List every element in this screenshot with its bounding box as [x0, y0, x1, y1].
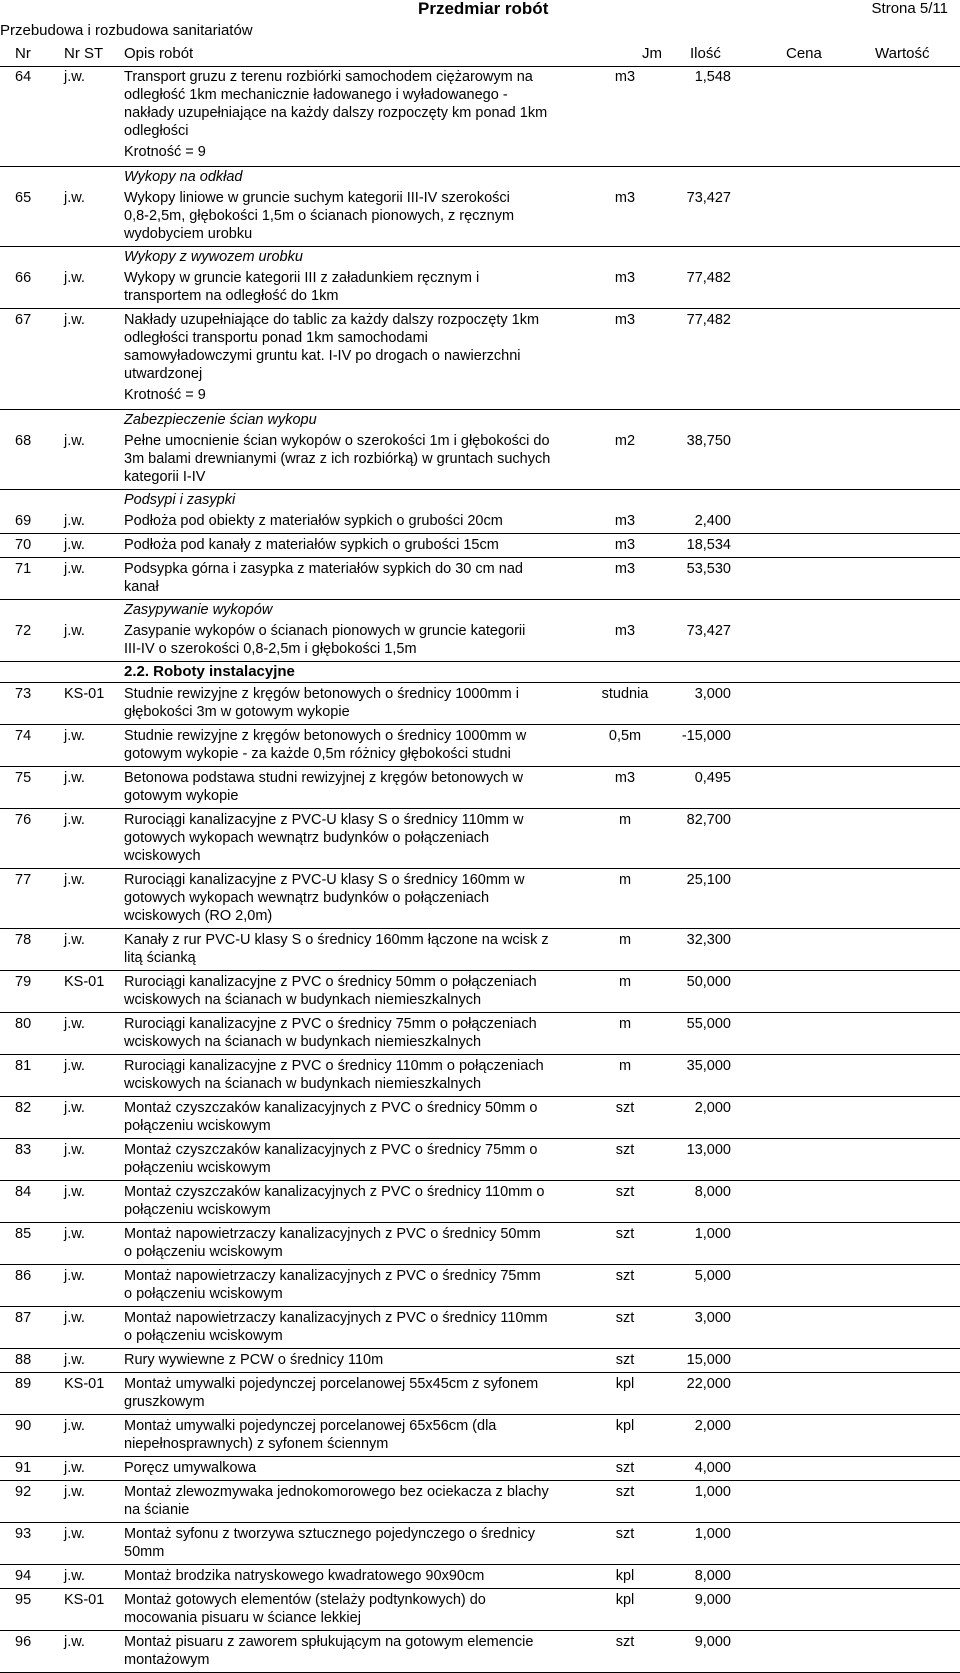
item-unit: szt — [615, 1310, 635, 1326]
item-number: 93 — [15, 1526, 32, 1542]
item-quantity: 73,427 — [686, 190, 731, 206]
description-line: nakłady uzupełniające na każdy dalszy rozpoczęty km ponad 1km — [124, 105, 548, 121]
description-line: gotowym wykopie - za każde 0,5m różnicy głębokości studni — [124, 746, 511, 762]
item-unit: m2 — [614, 433, 636, 449]
description-line: Rurociągi kanalizacyjne z PVC o średnicy 110mm o połączeniach — [124, 1058, 544, 1074]
description-line: kanał — [124, 579, 159, 595]
description-line: Montaż brodzika natryskowego kwadratowego 90x90cm — [124, 1568, 485, 1584]
item-description — [124, 189, 594, 243]
item-spec-ref: j.w. — [64, 190, 85, 206]
item-number: 65 — [15, 190, 32, 206]
table-row — [0, 1589, 960, 1631]
description-line: kategorii I-IV — [124, 469, 206, 485]
item-spec-ref: j.w. — [64, 1484, 85, 1500]
description-line: gruszkowym — [124, 1394, 205, 1410]
item-description — [124, 1309, 594, 1345]
item-quantity: 1,000 — [694, 1526, 731, 1542]
description-line: Montaż napowietrzaczy kanalizacyjnych z PVC o średnicy 50mm — [124, 1226, 541, 1242]
table-row — [0, 1097, 960, 1139]
item-spec-ref: j.w. — [64, 433, 85, 449]
description-line: Podłoża pod kanały z materiałów sypkich o grubości 15cm — [124, 537, 499, 553]
description-line: na ścianie — [124, 1502, 190, 1518]
multiplier-note: Krotność = 9 — [124, 387, 206, 403]
item-unit: m — [618, 932, 632, 948]
description-line: Zasypanie wykopów o ścianach pionowych w gruncie kategorii — [124, 623, 526, 639]
item-description — [124, 1057, 594, 1093]
item-quantity: 9,000 — [694, 1634, 731, 1650]
description-line: samowyładowczymi gruntu kat. I-IV po drogach o nawierzchni — [124, 348, 521, 364]
table-row — [0, 929, 960, 971]
item-spec-ref: j.w. — [64, 312, 85, 328]
item-unit: m3 — [614, 190, 636, 206]
item-unit: szt — [615, 1352, 635, 1368]
item-unit: szt — [615, 1142, 635, 1158]
table-row — [0, 1481, 960, 1523]
description-line: utwardzonej — [124, 366, 203, 382]
description-line: Wykopy w gruncie kategorii III z załadunkiem ręcznym i — [124, 270, 480, 286]
item-unit: kpl — [615, 1592, 635, 1608]
description-line: odległość 1km mechanicznie ładowanego i wyładowanego - — [124, 87, 508, 103]
item-description — [124, 1417, 594, 1453]
description-line: wciskowych — [124, 848, 201, 864]
description-line: litą ścianką — [124, 950, 196, 966]
item-unit: kpl — [615, 1376, 635, 1392]
item-number: 66 — [15, 270, 32, 286]
description-line: Montaż napowietrzaczy kanalizacyjnych z PVC o średnicy 75mm — [124, 1268, 541, 1284]
description-line: Montaż czyszczaków kanalizacyjnych z PVC o średnicy 110mm o — [124, 1184, 545, 1200]
description-line: połączeniu wciskowym — [124, 1202, 271, 1218]
item-quantity: 38,750 — [686, 433, 731, 449]
description-line: niepełnosprawnych) z syfonem ściennym — [124, 1436, 389, 1452]
description-line: Podłoża pod obiekty z materiałów sypkich o grubości 20cm — [124, 513, 503, 529]
description-line: Rury wywiewne z PCW o średnicy 110m — [124, 1352, 384, 1368]
item-unit: m — [618, 974, 632, 990]
item-quantity: 50,000 — [686, 974, 731, 990]
cost-table-body — [0, 66, 960, 1673]
item-unit: kpl — [615, 1418, 635, 1434]
page-header — [0, 0, 960, 44]
item-quantity: 1,000 — [694, 1226, 731, 1242]
item-description — [124, 68, 594, 140]
item-spec-ref: j.w. — [64, 1352, 85, 1368]
description-line: Transport gruzu z terenu rozbiórki samochodem ciężarowym na — [124, 69, 533, 85]
table-row — [0, 187, 960, 247]
section-row — [0, 662, 960, 683]
item-number: 95 — [15, 1592, 32, 1608]
description-line: odległości transportu ponad 1km samochodami — [124, 330, 428, 346]
item-spec-ref: j.w. — [64, 1226, 85, 1242]
description-line: Montaż gotowych elementów (stelaży podtynkowych) do — [124, 1592, 486, 1608]
item-spec-ref: j.w. — [64, 1016, 85, 1032]
item-spec-ref: j.w. — [64, 537, 85, 553]
item-number: 68 — [15, 433, 32, 449]
item-unit: szt — [615, 1226, 635, 1242]
item-description — [124, 1141, 594, 1177]
item-spec-ref: j.w. — [64, 561, 85, 577]
description-line: głębokości 3m w gotowym wykopie — [124, 704, 350, 720]
item-unit: szt — [615, 1526, 635, 1542]
table-row — [0, 1631, 960, 1673]
item-number: 67 — [15, 312, 32, 328]
item-unit: m3 — [614, 312, 636, 328]
item-description — [124, 1267, 594, 1303]
description-line: Montaż czyszczaków kanalizacyjnych z PVC o średnicy 50mm o — [124, 1100, 538, 1116]
item-number: 91 — [15, 1460, 32, 1476]
item-unit: m3 — [614, 561, 636, 577]
item-number: 73 — [15, 686, 32, 702]
item-spec-ref: j.w. — [64, 1100, 85, 1116]
item-quantity: -15,000 — [681, 728, 731, 744]
item-unit: szt — [615, 1634, 635, 1650]
item-number: 72 — [15, 623, 32, 639]
item-number: 90 — [15, 1418, 32, 1434]
item-unit: m3 — [614, 513, 636, 529]
item-quantity: 4,000 — [694, 1460, 731, 1476]
item-number: 84 — [15, 1184, 32, 1200]
item-number: 69 — [15, 513, 32, 529]
description-line: połączeniu wciskowym — [124, 1160, 271, 1176]
col-value: Wartość — [875, 45, 930, 62]
table-row — [0, 869, 960, 929]
table-row — [0, 1415, 960, 1457]
description-line: Montaż pisuaru z zaworem spłukującym na gotowym elemencie — [124, 1634, 534, 1650]
item-description — [124, 1525, 594, 1561]
table-row — [0, 267, 960, 309]
item-quantity: 9,000 — [694, 1592, 731, 1608]
item-description — [124, 1483, 594, 1519]
item-quantity: 2,000 — [694, 1100, 731, 1116]
item-spec-ref: j.w. — [64, 770, 85, 786]
item-number: 88 — [15, 1352, 32, 1368]
description-line: Wykopy liniowe w gruncie suchym kategorii III-IV szerokości — [124, 190, 510, 206]
table-row — [0, 1373, 960, 1415]
item-number: 94 — [15, 1568, 32, 1584]
item-description — [124, 931, 594, 967]
description-line: Rurociągi kanalizacyjne z PVC o średnicy 75mm o połączeniach — [124, 1016, 537, 1032]
item-description — [124, 269, 594, 305]
item-spec-ref: j.w. — [64, 932, 85, 948]
description-line: wciskowych na ścianach w budynkach niemieszkalnych — [124, 992, 482, 1008]
item-spec-ref: KS-01 — [64, 686, 105, 702]
item-spec-ref: j.w. — [64, 728, 85, 744]
item-description — [124, 432, 594, 486]
description-line: gotowych wykopach wewnątrz budynków o połączeniach — [124, 890, 490, 906]
item-number: 92 — [15, 1484, 32, 1500]
description-line: Podsypka górna i zasypka z materiałów sypkich do 30 cm nad — [124, 561, 523, 577]
item-description — [124, 973, 594, 1009]
item-spec-ref: j.w. — [64, 1568, 85, 1584]
item-unit: m3 — [614, 770, 636, 786]
item-number: 71 — [15, 561, 32, 577]
table-row — [0, 430, 960, 490]
item-quantity: 35,000 — [686, 1058, 731, 1074]
description-line: 0,8-2,5m, głębokości 1,5m o ścianach pionowych, z ręcznym — [124, 208, 515, 224]
project-title: Przebudowa i rozbudowa sanitariatów — [0, 22, 253, 39]
item-description — [124, 536, 594, 554]
table-row — [0, 1139, 960, 1181]
subheading-row — [0, 600, 960, 620]
item-spec-ref: j.w. — [64, 1634, 85, 1650]
item-quantity: 5,000 — [694, 1268, 731, 1284]
item-description — [124, 1375, 594, 1411]
item-quantity: 25,100 — [686, 872, 731, 888]
item-description — [124, 512, 594, 530]
item-number: 74 — [15, 728, 32, 744]
description-line: Betonowa podstawa studni rewizyjnej z kręgów betonowych w — [124, 770, 523, 786]
table-row — [0, 1265, 960, 1307]
table-row — [0, 767, 960, 809]
description-line: Montaż zlewozmywaka jednokomorowego bez ociekacza z blachy — [124, 1484, 549, 1500]
item-description — [124, 871, 594, 925]
item-description — [124, 622, 594, 658]
description-line: Pełne umocnienie ścian wykopów o szerokości 1m i głębokości do — [124, 433, 550, 449]
subheading: Podsypi i zasypki — [124, 492, 236, 508]
item-quantity: 0,495 — [694, 770, 731, 786]
document-title: Przedmiar robót — [418, 0, 549, 18]
item-description — [124, 811, 594, 865]
item-description — [124, 685, 594, 721]
item-unit: m — [618, 812, 632, 828]
description-line: wciskowych (RO 2,0m) — [124, 908, 273, 924]
table-row — [0, 725, 960, 767]
item-spec-ref: KS-01 — [64, 1592, 105, 1608]
item-quantity: 8,000 — [694, 1184, 731, 1200]
item-description — [124, 560, 594, 596]
description-line: odległości — [124, 123, 189, 139]
item-description — [124, 1567, 594, 1585]
item-unit: szt — [615, 1184, 635, 1200]
description-line: gotowych wykopach wewnątrz budynków o połączeniach — [124, 830, 490, 846]
item-unit: szt — [615, 1100, 635, 1116]
item-description — [124, 1633, 594, 1669]
item-unit: szt — [615, 1268, 635, 1284]
item-number: 77 — [15, 872, 32, 888]
description-line: wydobyciem urobku — [124, 226, 253, 242]
item-spec-ref: j.w. — [64, 270, 85, 286]
item-number: 64 — [15, 69, 32, 85]
item-number: 83 — [15, 1142, 32, 1158]
item-unit: m — [618, 1016, 632, 1032]
item-number: 81 — [15, 1058, 32, 1074]
item-number: 82 — [15, 1100, 32, 1116]
col-description: Opis robót — [124, 45, 194, 62]
description-line: montażowym — [124, 1652, 210, 1668]
item-quantity: 55,000 — [686, 1016, 731, 1032]
description-line: wciskowych na ścianach w budynkach niemieszkalnych — [124, 1076, 482, 1092]
item-quantity: 77,482 — [686, 270, 731, 286]
table-row — [0, 809, 960, 869]
description-line: Studnie rewizyjne z kręgów betonowych o średnicy 1000mm w — [124, 728, 527, 744]
multiplier-note: Krotność = 9 — [124, 144, 206, 160]
description-line: wciskowych na ścianach w budynkach niemieszkalnych — [124, 1034, 482, 1050]
column-headers — [0, 44, 960, 67]
item-description — [124, 1099, 594, 1135]
table-row — [0, 1565, 960, 1589]
description-line: transportem na odległość do 1km — [124, 288, 339, 304]
table-row — [0, 309, 960, 410]
description-line: Montaż syfonu z tworzywa sztucznego pojedynczego o średnicy — [124, 1526, 536, 1542]
subheading: Wykopy na odkład — [124, 169, 243, 185]
item-description — [124, 1225, 594, 1261]
item-unit: m3 — [614, 69, 636, 85]
item-spec-ref: j.w. — [64, 1418, 85, 1434]
description-line: Montaż umywalki pojedynczej porcelanowej 55x45cm z syfonem — [124, 1376, 539, 1392]
item-quantity: 1,000 — [694, 1484, 731, 1500]
item-spec-ref: j.w. — [64, 513, 85, 529]
description-line: 50mm — [124, 1544, 165, 1560]
item-unit: m3 — [614, 270, 636, 286]
item-number: 86 — [15, 1268, 32, 1284]
col-unit: Jm — [642, 45, 662, 62]
item-unit: m — [618, 872, 632, 888]
item-quantity: 3,000 — [694, 1310, 731, 1326]
description-line: Rurociągi kanalizacyjne z PVC o średnicy 50mm o połączeniach — [124, 974, 537, 990]
item-number: 78 — [15, 932, 32, 948]
item-unit: m3 — [614, 537, 636, 553]
item-description — [124, 1183, 594, 1219]
description-line: Rurociągi kanalizacyjne z PVC-U klasy S o średnicy 160mm w — [124, 872, 525, 888]
subheading: Zasypywanie wykopów — [124, 602, 273, 618]
item-description — [124, 311, 594, 383]
table-row — [0, 1457, 960, 1481]
item-quantity: 8,000 — [694, 1568, 731, 1584]
section-heading: 2.2. Roboty instalacyjne — [124, 663, 295, 680]
item-spec-ref: j.w. — [64, 1058, 85, 1074]
description-line: Studnie rewizyjne z kręgów betonowych o średnicy 1000mm i — [124, 686, 519, 702]
table-row — [0, 1307, 960, 1349]
item-quantity: 82,700 — [686, 812, 731, 828]
subheading-row — [0, 167, 960, 187]
item-quantity: 32,300 — [686, 932, 731, 948]
item-spec-ref: j.w. — [64, 872, 85, 888]
item-spec-ref: j.w. — [64, 1310, 85, 1326]
subheading: Wykopy z wywozem urobku — [124, 249, 303, 265]
description-line: mocowania pisuaru w ściance lekkiej — [124, 1610, 361, 1626]
item-description — [124, 1015, 594, 1051]
item-spec-ref: j.w. — [64, 812, 85, 828]
table-row — [0, 1349, 960, 1373]
item-number: 75 — [15, 770, 32, 786]
item-spec-ref: j.w. — [64, 69, 85, 85]
item-spec-ref: j.w. — [64, 1142, 85, 1158]
item-spec-ref: KS-01 — [64, 974, 105, 990]
item-unit: m — [618, 1058, 632, 1074]
description-line: Montaż czyszczaków kanalizacyjnych z PVC o średnicy 75mm o — [124, 1142, 538, 1158]
description-line: 3m balami drewnianymi (wraz z ich rozbiórką) w gruntach suchych — [124, 451, 551, 467]
item-unit: m3 — [614, 623, 636, 639]
description-line: o połączeniu wciskowym — [124, 1244, 283, 1260]
item-spec-ref: j.w. — [64, 623, 85, 639]
item-quantity: 77,482 — [686, 312, 731, 328]
table-row — [0, 510, 960, 534]
description-line: Montaż umywalki pojedynczej porcelanowej 65x56cm (dla — [124, 1418, 497, 1434]
description-line: III-IV o szerokości 0,8-2,5m i głębokości 1,5m — [124, 641, 417, 657]
description-line: Kanały z rur PVC-U klasy S o średnicy 160mm łączone na wcisk z — [124, 932, 549, 948]
table-row — [0, 1523, 960, 1565]
table-row — [0, 1055, 960, 1097]
item-description — [124, 1591, 594, 1627]
description-line: o połączeniu wciskowym — [124, 1286, 283, 1302]
item-number: 89 — [15, 1376, 32, 1392]
table-row — [0, 971, 960, 1013]
item-quantity: 2,400 — [694, 513, 731, 529]
subheading-row — [0, 410, 960, 430]
item-spec-ref: j.w. — [64, 1460, 85, 1476]
item-quantity: 53,530 — [686, 561, 731, 577]
item-number: 85 — [15, 1226, 32, 1242]
item-quantity: 73,427 — [686, 623, 731, 639]
item-spec-ref: j.w. — [64, 1184, 85, 1200]
subheading-row — [0, 490, 960, 510]
item-unit: szt — [615, 1460, 635, 1476]
description-line: połączeniu wciskowym — [124, 1118, 271, 1134]
table-row — [0, 558, 960, 600]
table-row — [0, 1181, 960, 1223]
table-row — [0, 1013, 960, 1055]
item-number: 87 — [15, 1310, 32, 1326]
description-line: gotowym wykopie — [124, 788, 239, 804]
item-description — [124, 1459, 594, 1477]
item-number: 70 — [15, 537, 32, 553]
item-unit: szt — [615, 1484, 635, 1500]
item-quantity: 3,000 — [694, 686, 731, 702]
description-line: Rurociągi kanalizacyjne z PVC-U klasy S o średnicy 110mm w — [124, 812, 524, 828]
table-row — [0, 683, 960, 725]
page-number: Strona 5/11 — [871, 0, 948, 17]
description-line: Nakłady uzupełniające do tablic za każdy dalszy rozpoczęty 1km — [124, 312, 540, 328]
col-price: Cena — [786, 45, 822, 62]
item-description — [124, 727, 594, 763]
subheading: Zabezpieczenie ścian wykopu — [124, 412, 317, 428]
item-description — [124, 769, 594, 805]
item-quantity: 22,000 — [686, 1376, 731, 1392]
item-quantity: 2,000 — [694, 1418, 731, 1434]
item-quantity: 15,000 — [686, 1352, 731, 1368]
item-unit: 0,5m — [608, 728, 642, 744]
item-unit: kpl — [615, 1568, 635, 1584]
description-line: Poręcz umywalkowa — [124, 1460, 257, 1476]
item-unit: studnia — [601, 686, 649, 702]
subheading-row — [0, 247, 960, 267]
col-nr: Nr — [15, 45, 31, 62]
description-line: Montaż napowietrzaczy kanalizacyjnych z PVC o średnicy 110mm — [124, 1310, 548, 1326]
table-row — [0, 66, 960, 167]
table-row — [0, 534, 960, 558]
description-line: o połączeniu wciskowym — [124, 1328, 283, 1344]
item-number: 76 — [15, 812, 32, 828]
item-quantity: 13,000 — [686, 1142, 731, 1158]
col-nr-st: Nr ST — [64, 45, 104, 62]
table-row — [0, 620, 960, 662]
item-number: 96 — [15, 1634, 32, 1650]
table-row — [0, 1223, 960, 1265]
item-number: 80 — [15, 1016, 32, 1032]
item-spec-ref: j.w. — [64, 1268, 85, 1284]
item-quantity: 18,534 — [686, 537, 731, 553]
item-description — [124, 1351, 594, 1369]
item-quantity: 1,548 — [694, 69, 731, 85]
col-quantity: Ilość — [690, 45, 721, 62]
item-spec-ref: j.w. — [64, 1526, 85, 1542]
item-number: 79 — [15, 974, 32, 990]
item-spec-ref: KS-01 — [64, 1376, 105, 1392]
